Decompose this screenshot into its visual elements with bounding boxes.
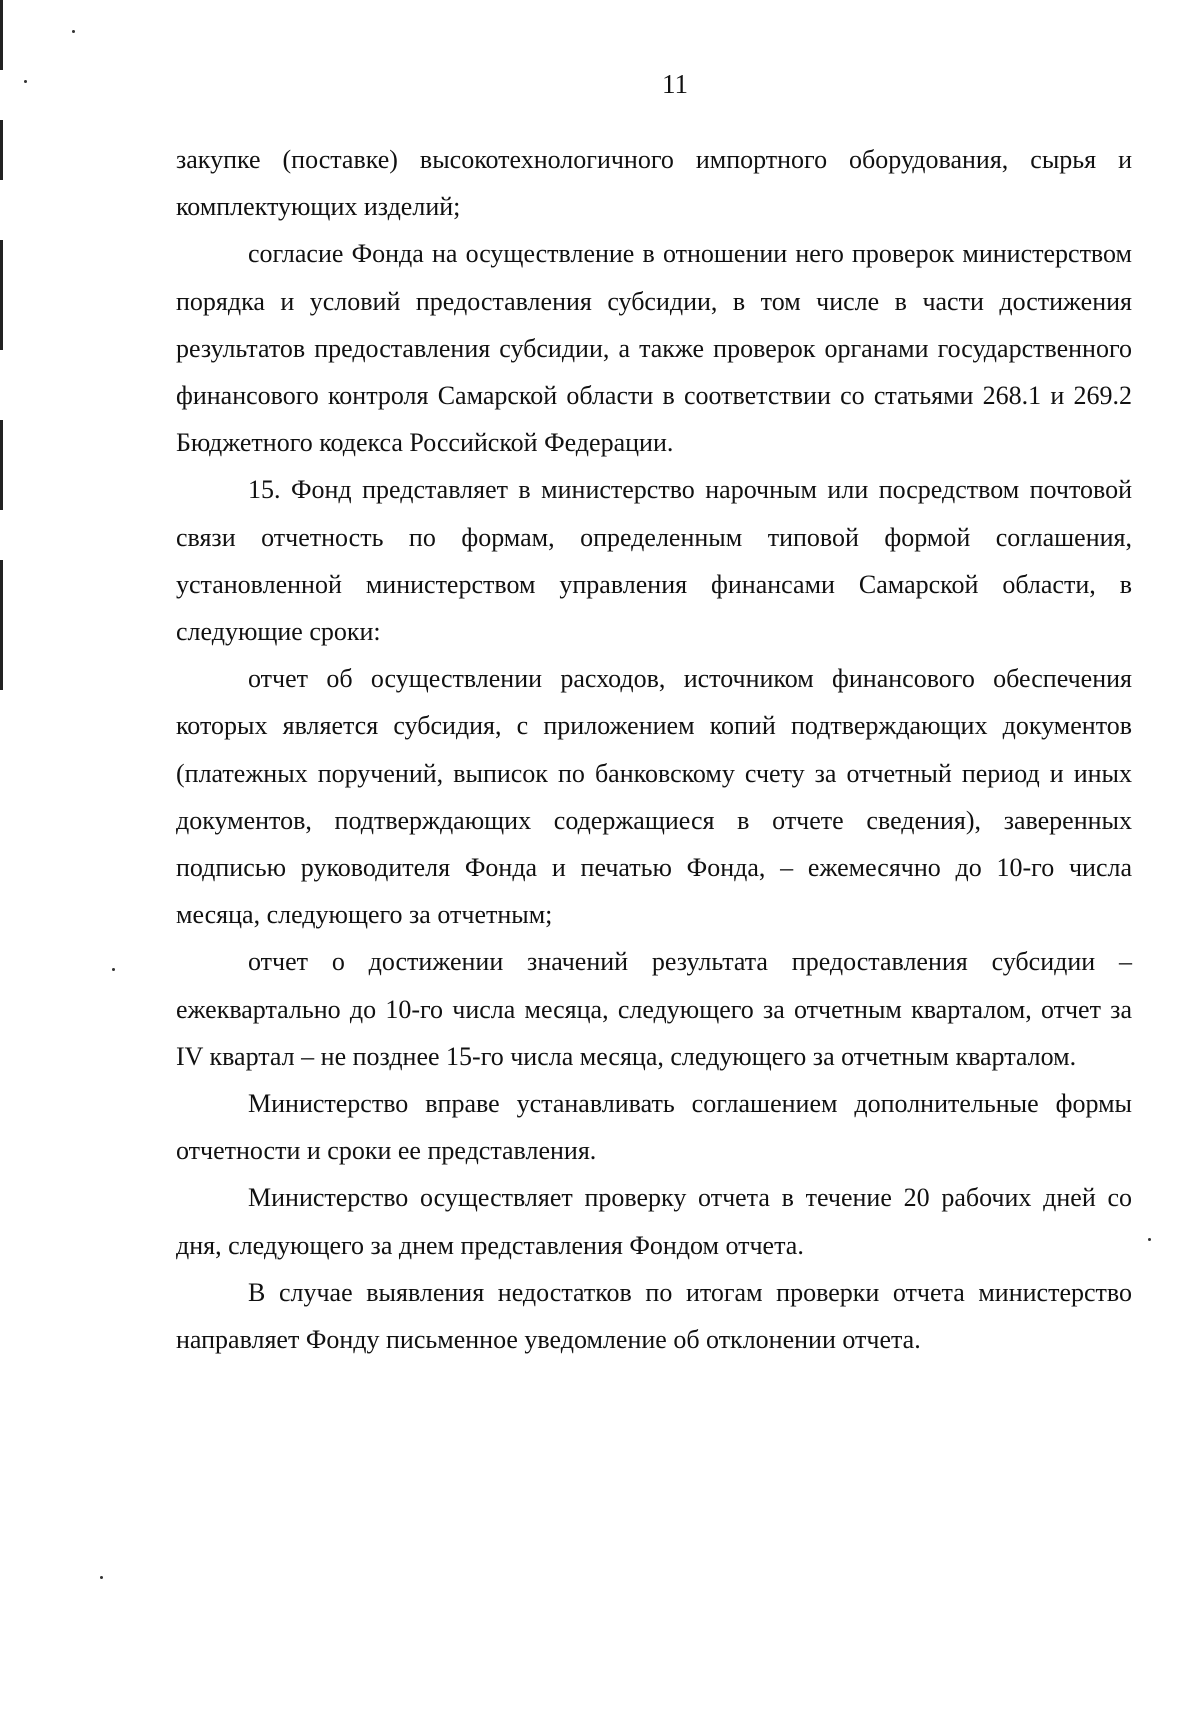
scan-speck xyxy=(24,80,27,83)
scan-speck xyxy=(100,1576,103,1579)
paragraph: согласие Фонда на осуществление в отношении него проверок министерством порядка и условий предоставления субсидии, в том числе в части достижения результатов предоставления субсидии, а также проверок органами государственного финансового контроля Самарской области в соответствии со статьями 268.1 и 269.2 Бюджетного кодекса Российской Федерации. xyxy=(176,239,1132,458)
scan-speck xyxy=(112,968,115,971)
paragraph: Министерство осуществляет проверку отчета в течение 20 рабочих дней со дня, следующего за днем представления Фондом отчета. xyxy=(176,1183,1132,1260)
paragraph: В случае выявления недостатков по итогам проверки отчета министерство направляет Фонду письменное уведомление об отклонении отчета. xyxy=(176,1277,1132,1355)
paragraph: закупке (поставке) высокотехнологичного импортного оборудования, сырья и комплектующих изделий; xyxy=(176,145,1132,222)
paragraph: отчет об осуществлении расходов, источником финансового обеспечения которых является субсидия, с приложением копий подтверждающих документов (платежных поручений, выписок по банковскому счету за отчетный период и иных документов, подтверждающих содержащиеся в отчете сведения), заверенных подписью руководителя Фонда и печатью Фонда, – ежемесячно до 10-го числа месяца, следующего за отчетным; xyxy=(176,664,1132,930)
scan-edge-mark xyxy=(0,0,3,70)
document-body xyxy=(176,136,1132,1363)
scan-edge-mark xyxy=(0,120,3,180)
page-number: 11 xyxy=(662,69,688,99)
paragraph: отчет о достижении значений результата предоставления субсидии – ежеквартально до 10-го числа месяца, следующего за отчетным кварталом, отчет за IV квартал – не позднее 15-го числа месяца, следующего за отчетным кварталом. xyxy=(176,947,1132,1071)
paragraph: 15. Фонд представляет в министерство нарочным или посредством почтовой связи отчетность по формам, определенным типовой формой соглашения, установленной министерством управления финансами Самарской области, в следующие сроки: xyxy=(176,475,1132,647)
scan-edge-mark xyxy=(0,240,3,350)
paragraph: Министерство вправе устанавливать соглашением дополнительные формы отчетности и сроки ее представления. xyxy=(176,1089,1132,1166)
scan-speck xyxy=(72,30,75,33)
scan-speck xyxy=(1148,1238,1151,1241)
scan-edge-mark xyxy=(0,560,3,690)
scan-edge-mark xyxy=(0,420,3,510)
